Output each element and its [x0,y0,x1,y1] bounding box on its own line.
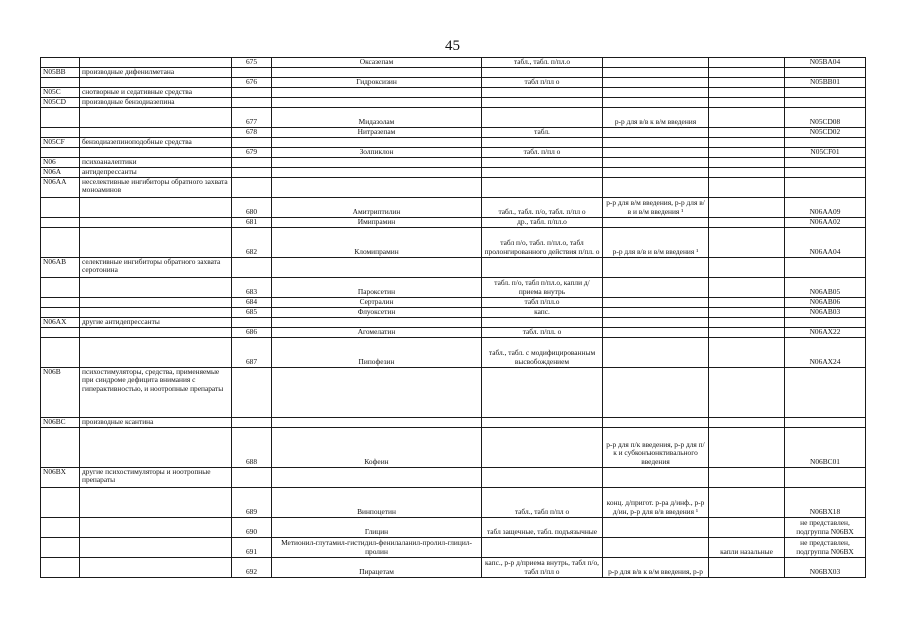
table-row [41,107,866,127]
dosage-form-cell [482,87,603,97]
table-row [41,147,866,157]
dosage-form-cell [482,167,603,177]
dosage-form-cell: др., табл. п/пл.о [482,217,603,227]
table-row [41,58,866,68]
group-name-cell [80,277,232,297]
atc-code-cell: N06BC01 [785,427,866,467]
atc-code-cell: N05CF01 [785,147,866,157]
drug-name-cell: Мидазолам [272,107,482,127]
dosage-form-cell: табл. п/пл о [482,147,603,157]
other-form-cell [709,107,785,127]
group-name-cell [80,107,232,127]
injection-form-cell: р-р для в/м введения, р-р для в/в и в/м введения ¹ [603,197,709,217]
drug-name-cell [272,97,482,107]
other-form-cell [709,257,785,277]
other-form-cell [709,337,785,367]
injection-form-cell [603,97,709,107]
other-form-cell: капли назальные [709,537,785,557]
item-number-cell: 686 [232,327,272,337]
group-name-cell: производные бензодиазепина [80,97,232,107]
atc-code-cell [785,467,866,487]
dosage-form-cell: табл. [482,127,603,137]
dosage-form-cell: табл п/пл о [482,77,603,87]
atc-code-cell [785,177,866,197]
atc-code-cell: N06AB05 [785,277,866,297]
table-row [41,517,866,537]
item-number-cell [232,167,272,177]
injection-form-cell [603,367,709,417]
atc-code-cell [785,257,866,277]
atc-group-code-cell [41,427,80,467]
atc-code-cell [785,67,866,77]
atc-code-cell: N06AA02 [785,217,866,227]
item-number-cell: 675 [232,58,272,68]
drug-name-cell [272,417,482,427]
dosage-form-cell [482,417,603,427]
atc-group-code-cell [41,537,80,557]
other-form-cell [709,277,785,297]
dosage-form-cell [482,467,603,487]
other-form-cell [709,467,785,487]
item-number-cell: 680 [232,197,272,217]
item-number-cell [232,67,272,77]
group-name-cell [80,297,232,307]
item-number-cell: 692 [232,557,272,577]
table-row [41,317,866,327]
injection-form-cell [603,517,709,537]
injection-form-cell [603,257,709,277]
item-number-cell [232,97,272,107]
other-form-cell [709,167,785,177]
atc-group-code-cell: N06BC [41,417,80,427]
item-number-cell: 690 [232,517,272,537]
drug-name-cell [272,157,482,167]
drug-name-cell: Глицин [272,517,482,537]
page-number: 45 [445,38,460,54]
drug-name-cell: Винпоцетин [272,487,482,517]
item-number-cell: 688 [232,427,272,467]
injection-form-cell [603,157,709,167]
injection-form-cell: р-р для в/в и в/м введения ¹ [603,227,709,257]
drug-name-cell: Гидроксизин [272,77,482,87]
group-name-cell [80,147,232,157]
atc-code-cell [785,167,866,177]
atc-code-cell [785,137,866,147]
atc-code-cell [785,87,866,97]
injection-form-cell [603,537,709,557]
atc-group-code-cell [41,487,80,517]
atc-group-code-cell: N05BB [41,67,80,77]
drug-name-cell [272,87,482,97]
item-number-cell: 679 [232,147,272,157]
dosage-form-cell: табл., табл. с модифицированным высвобождением [482,337,603,367]
table-row [41,77,866,87]
injection-form-cell [603,217,709,227]
drug-name-cell [272,467,482,487]
other-form-cell [709,77,785,87]
item-number-cell [232,367,272,417]
table-row [41,367,866,417]
item-number-cell [232,317,272,327]
atc-group-code-cell: N05CD [41,97,80,107]
drug-name-cell: Нитразепам [272,127,482,137]
item-number-cell: 681 [232,217,272,227]
dosage-form-cell: табл. п/о, табл п/пл.о, капли д/приема внутрь [482,277,603,297]
group-name-cell [80,537,232,557]
group-name-cell [80,427,232,467]
item-number-cell [232,417,272,427]
item-number-cell: 678 [232,127,272,137]
item-number-cell [232,177,272,197]
drug-name-cell [272,137,482,147]
table-row [41,327,866,337]
group-name-cell: психоаналептики [80,157,232,167]
table-row [41,277,866,297]
atc-code-cell [785,157,866,167]
atc-code-cell: N05CD08 [785,107,866,127]
drug-name-cell: Кофеин [272,427,482,467]
item-number-cell: 677 [232,107,272,127]
dosage-form-cell [482,137,603,147]
dosage-form-cell: капс. [482,307,603,317]
item-number-cell [232,137,272,147]
atc-code-cell [785,367,866,417]
group-name-cell [80,58,232,68]
other-form-cell [709,417,785,427]
atc-group-code-cell [41,147,80,157]
item-number-cell [232,157,272,167]
atc-group-code-cell [41,517,80,537]
other-form-cell [709,58,785,68]
table-row [41,157,866,167]
table-row [41,537,866,557]
atc-group-code-cell [41,307,80,317]
dosage-form-cell [482,67,603,77]
dosage-form-cell: табл п/пл.о [482,297,603,307]
other-form-cell [709,217,785,227]
injection-form-cell [603,297,709,307]
atc-code-cell: N06AB06 [785,297,866,307]
table-row [41,87,866,97]
table-row [41,97,866,107]
injection-form-cell [603,87,709,97]
other-form-cell [709,137,785,147]
other-form-cell [709,307,785,317]
dosage-form-cell: табл защечные, табл. подъязычные [482,517,603,537]
drug-name-cell [272,177,482,197]
dosage-form-cell [482,157,603,167]
atc-group-code-cell [41,277,80,297]
atc-code-cell [785,417,866,427]
item-number-cell: 687 [232,337,272,367]
dosage-form-cell [482,257,603,277]
table-row [41,557,866,577]
dosage-form-cell [482,537,603,557]
dosage-form-cell [482,317,603,327]
other-form-cell [709,157,785,167]
group-name-cell [80,217,232,227]
dosage-form-cell: табл., табл. п/о, табл. п/пл о [482,197,603,217]
injection-form-cell: р-р для п/к введения, р-р для п/к и субконъюнктивального введения [603,427,709,467]
table-row [41,467,866,487]
atc-code-cell [785,317,866,327]
injection-form-cell: конц. д/пригот. р-ра д/инф., р-р д/ин, р-р для в/в введения ¹ [603,487,709,517]
atc-group-code-cell: N06 [41,157,80,167]
group-name-cell: другие психостимуляторы и ноотропные препараты [80,467,232,487]
other-form-cell [709,97,785,107]
drug-name-cell: Пипофезин [272,337,482,367]
injection-form-cell [603,277,709,297]
group-name-cell [80,197,232,217]
atc-code-cell: N06BX18 [785,487,866,517]
injection-form-cell: р-р для в/в к в/м введения [603,107,709,127]
other-form-cell [709,67,785,77]
other-form-cell [709,197,785,217]
group-name-cell: бензодиазепиноподобные средства [80,137,232,147]
item-number-cell: 685 [232,307,272,317]
injection-form-cell [603,467,709,487]
atc-code-cell: N05CD02 [785,127,866,137]
other-form-cell [709,317,785,327]
other-form-cell [709,367,785,417]
atc-code-cell: N06AA04 [785,227,866,257]
injection-form-cell [603,147,709,157]
dosage-form-cell: табл п/о, табл. п/пл.о, табл пролонгированного действия п/пл. о [482,227,603,257]
dosage-form-cell [482,367,603,417]
drug-name-cell: Сертралин [272,297,482,307]
atc-group-code-cell: N06A [41,167,80,177]
other-form-cell [709,227,785,257]
other-form-cell [709,177,785,197]
group-name-cell: другие антидепрессанты [80,317,232,327]
injection-form-cell [603,77,709,87]
group-name-cell [80,327,232,337]
injection-form-cell [603,417,709,427]
atc-group-code-cell [41,77,80,87]
drug-name-cell: Пароксетин [272,277,482,297]
table-row [41,297,866,307]
atc-group-code-cell: N06AB [41,257,80,277]
injection-form-cell: р-р для в/в к в/м введения, р-р [603,557,709,577]
atc-group-code-cell [41,557,80,577]
drug-name-cell: Метионил-глутамил-гистидил-фенилаланил-пролил-глицил-пролин [272,537,482,557]
table-row [41,67,866,77]
drug-name-cell: Агомелатин [272,327,482,337]
group-name-cell: неселективные ингибиторы обратного захвата моноаминов [80,177,232,197]
table-row [41,257,866,277]
injection-form-cell [603,137,709,147]
group-name-cell [80,487,232,517]
drug-name-cell: Амитриптилин [272,197,482,217]
atc-group-code-cell [41,337,80,367]
drug-name-cell [272,257,482,277]
item-number-cell [232,87,272,97]
table-row [41,167,866,177]
atc-group-code-cell [41,58,80,68]
drug-table [40,57,866,578]
drug-name-cell: Золпиклон [272,147,482,157]
atc-group-code-cell [41,197,80,217]
atc-code-cell: N06BX03 [785,557,866,577]
table-row [41,417,866,427]
table-row [41,487,866,517]
atc-group-code-cell [41,127,80,137]
dosage-form-cell: табл., табл. п/пл.о [482,58,603,68]
other-form-cell [709,147,785,157]
injection-form-cell [603,317,709,327]
item-number-cell: 676 [232,77,272,87]
drug-name-cell: Флуоксетин [272,307,482,317]
atc-group-code-cell: N05CF [41,137,80,147]
atc-group-code-cell [41,227,80,257]
injection-form-cell [603,58,709,68]
atc-group-code-cell [41,327,80,337]
dosage-form-cell: капс., р-р д/приема внутрь, табл п/о, табл п/пл о [482,557,603,577]
group-name-cell: снотворные и седативные средства [80,87,232,97]
injection-form-cell [603,307,709,317]
other-form-cell [709,427,785,467]
other-form-cell [709,327,785,337]
table-row [41,177,866,197]
group-name-cell [80,557,232,577]
table-row [41,337,866,367]
atc-group-code-cell [41,297,80,307]
drug-name-cell [272,317,482,327]
dosage-form-cell: табл., табл п/пл о [482,487,603,517]
drug-name-cell [272,367,482,417]
group-name-cell [80,227,232,257]
group-name-cell: производные ксантина [80,417,232,427]
table-row [41,127,866,137]
table-row [41,217,866,227]
atc-code-cell: N05BA04 [785,58,866,68]
atc-code-cell: N06AA09 [785,197,866,217]
dosage-form-cell: табл. п/пл. о [482,327,603,337]
other-form-cell [709,127,785,137]
group-name-cell [80,127,232,137]
injection-form-cell [603,127,709,137]
drug-name-cell: Имипрамин [272,217,482,227]
atc-group-code-cell [41,107,80,127]
table-row [41,307,866,317]
drug-name-cell [272,67,482,77]
other-form-cell [709,517,785,537]
item-number-cell: 689 [232,487,272,517]
injection-form-cell [603,177,709,197]
table-row [41,427,866,467]
other-form-cell [709,297,785,307]
injection-form-cell [603,337,709,367]
atc-code-cell [785,97,866,107]
other-form-cell [709,557,785,577]
injection-form-cell [603,67,709,77]
injection-form-cell [603,167,709,177]
table-row [41,197,866,217]
atc-code-cell: N06AB03 [785,307,866,317]
drug-name-cell: Пирацетам [272,557,482,577]
drug-name-cell: Оксазепам [272,58,482,68]
atc-group-code-cell: N06B [41,367,80,417]
group-name-cell [80,77,232,87]
group-name-cell: селективные ингибиторы обратного захвата серотонина [80,257,232,277]
group-name-cell [80,307,232,317]
atc-group-code-cell: N06AX [41,317,80,327]
dosage-form-cell [482,427,603,467]
dosage-form-cell [482,107,603,127]
injection-form-cell [603,327,709,337]
group-name-cell: производные дифенилметана [80,67,232,77]
group-name-cell: психостимуляторы, средства, применяемые при синдроме дефицита внимания с гиперактивностью, и ноотропные препараты [80,367,232,417]
item-number-cell: 691 [232,537,272,557]
item-number-cell: 682 [232,227,272,257]
item-number-cell: 684 [232,297,272,307]
table-row [41,137,866,147]
atc-group-code-cell: N06AA [41,177,80,197]
group-name-cell: антидепрессанты [80,167,232,177]
drug-name-cell [272,167,482,177]
table-row [41,227,866,257]
atc-code-cell: не представлен, подгруппа N06BX [785,517,866,537]
atc-code-cell: N05BB01 [785,77,866,87]
item-number-cell: 683 [232,277,272,297]
dosage-form-cell [482,97,603,107]
atc-group-code-cell: N06BX [41,467,80,487]
atc-code-cell: не представлен, подгруппа N06BX [785,537,866,557]
group-name-cell [80,337,232,367]
atc-code-cell: N06AX22 [785,327,866,337]
other-form-cell [709,87,785,97]
item-number-cell [232,257,272,277]
group-name-cell [80,517,232,537]
other-form-cell [709,487,785,517]
atc-code-cell: N06AX24 [785,337,866,367]
atc-group-code-cell: N05C [41,87,80,97]
item-number-cell [232,467,272,487]
dosage-form-cell [482,177,603,197]
drug-name-cell: Кломипрамин [272,227,482,257]
atc-group-code-cell [41,217,80,227]
